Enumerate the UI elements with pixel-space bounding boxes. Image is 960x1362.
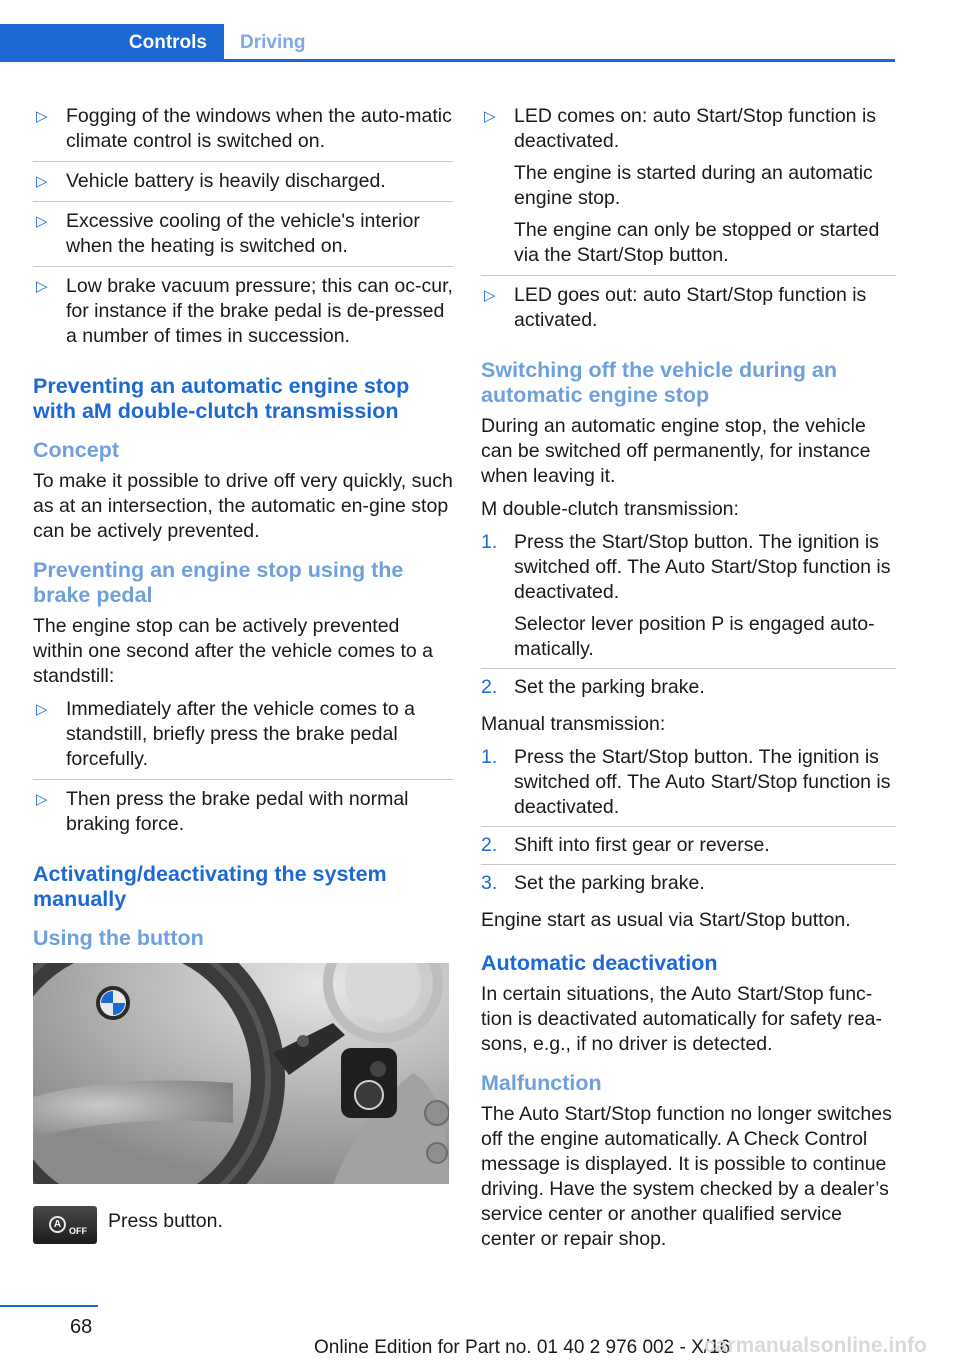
list-item: ▷ Excessive cooling of the vehicle's interior when the heating is switched on. bbox=[33, 209, 453, 267]
triangle-bullet-icon: ▷ bbox=[36, 213, 48, 230]
triangle-bullet-icon: ▷ bbox=[36, 791, 48, 808]
triangle-bullet-icon: ▷ bbox=[484, 287, 496, 304]
page-header bbox=[0, 0, 895, 62]
page-number: 68 bbox=[70, 1316, 93, 1338]
auto-start-stop-button bbox=[33, 1206, 97, 1244]
tab-driving[interactable]: Driving bbox=[240, 32, 306, 53]
page-number-rule bbox=[0, 1305, 98, 1307]
paragraph-mdct: M double-clutch transmission: bbox=[481, 498, 739, 520]
heading-prevent-engine-stop: Preventing an automatic engine stop with aM double-clutch transmission bbox=[33, 374, 410, 423]
paragraph-concept: To make it possible to drive off very quickly, such as at an intersection, the automatic en‐gine stop can be actively prevented. bbox=[33, 470, 453, 542]
triangle-bullet-icon: ▷ bbox=[36, 701, 48, 718]
list-item: 1. Press the Start/Stop button. The ignition is switched off. The Auto Start/Stop function is deactivated. Selector lever position P is engaged auto‐matically. bbox=[481, 530, 896, 669]
auto-start-stop-icon: A bbox=[49, 1216, 66, 1233]
list-item: ▷ Then press the brake pedal with normal braking force. bbox=[36, 788, 409, 835]
press-button-row bbox=[33, 1206, 453, 1246]
off-label: OFF bbox=[69, 1226, 87, 1236]
paragraph-automatic-deactivation: In certain situations, the Auto Start/Stop func‐tion is deactivated automatically for safety rea‐sons, e.g., if no driver is detected. bbox=[481, 983, 883, 1055]
list-item: 2. Shift into first gear or reverse. bbox=[481, 833, 896, 865]
heading-brake-pedal: Preventing an engine stop using the brake pedal bbox=[33, 558, 404, 607]
triangle-bullet-icon: ▷ bbox=[36, 108, 48, 125]
list-item: ▷ LED goes out: auto Start/Stop function is activated. bbox=[484, 284, 867, 331]
heading-concept: Concept bbox=[33, 438, 119, 462]
paragraph-manual: Manual transmission: bbox=[481, 713, 666, 735]
list-item: ▷ Low brake vacuum pressure; this can oc‐cur, for instance if the brake pedal is de‐pressed a number of times in succession. bbox=[36, 275, 453, 347]
list-item: ▷ LED comes on: auto Start/Stop function is deactivated. The engine is started during an automatic engine stop. The engine can only be stopped or started via the Start/Stop button. bbox=[481, 104, 896, 276]
edition-footer: Online Edition for Part no. 01 40 2 976 002 - X/16 bbox=[314, 1337, 731, 1358]
cockpit-illustration bbox=[33, 963, 449, 1184]
list-item: 3. Set the parking brake. bbox=[481, 872, 705, 894]
paragraph-engine-start: Engine start as usual via Start/Stop button. bbox=[481, 909, 851, 931]
heading-activate-manually: Activating/deactivating the system manually bbox=[33, 862, 387, 911]
triangle-bullet-icon: ▷ bbox=[484, 108, 496, 125]
heading-switching-off: Switching off the vehicle during an automatic engine stop bbox=[481, 358, 837, 407]
triangle-bullet-icon: ▷ bbox=[36, 278, 48, 295]
triangle-bullet-icon: ▷ bbox=[36, 173, 48, 190]
list-item: 2. Set the parking brake. bbox=[481, 676, 705, 698]
steering-wheel-photo bbox=[33, 963, 449, 1184]
tab-controls[interactable]: Controls bbox=[0, 24, 224, 62]
right-column bbox=[481, 104, 896, 1260]
list-item: ▷ Immediately after the vehicle comes to a standstill, briefly press the brake pedal forcefully. bbox=[33, 697, 453, 780]
left-column bbox=[33, 104, 453, 1246]
paragraph-brake: The engine stop can be actively prevented within one second after the vehicle comes to a standstill: bbox=[33, 615, 433, 687]
list-item: 1. Press the Start/Stop button. The ignition is switched off. The Auto Start/Stop function is deactivated. bbox=[481, 745, 896, 827]
list-item: ▷ Vehicle battery is heavily discharged. bbox=[33, 169, 453, 202]
press-button-text: Press button. bbox=[108, 1210, 223, 1232]
heading-using-button: Using the button bbox=[33, 926, 204, 950]
paragraph-switching-off: During an automatic engine stop, the vehicle can be switched off permanently, for instance when leaving it. bbox=[481, 415, 871, 487]
watermark: carmanualsonline.info bbox=[704, 1334, 927, 1357]
heading-automatic-deactivation: Automatic deactivation bbox=[481, 951, 718, 975]
list-item: ▷ Fogging of the windows when the auto‐matic climate control is switched on. bbox=[33, 104, 453, 162]
paragraph-malfunction: The Auto Start/Stop function no longer switches off the engine automatically. A Check Control message is displayed. It is possible to continue driving. Have the system checked by a dealer’s service center or another qualified service center or repair shop. bbox=[481, 1103, 892, 1250]
heading-malfunction: Malfunction bbox=[481, 1071, 602, 1095]
